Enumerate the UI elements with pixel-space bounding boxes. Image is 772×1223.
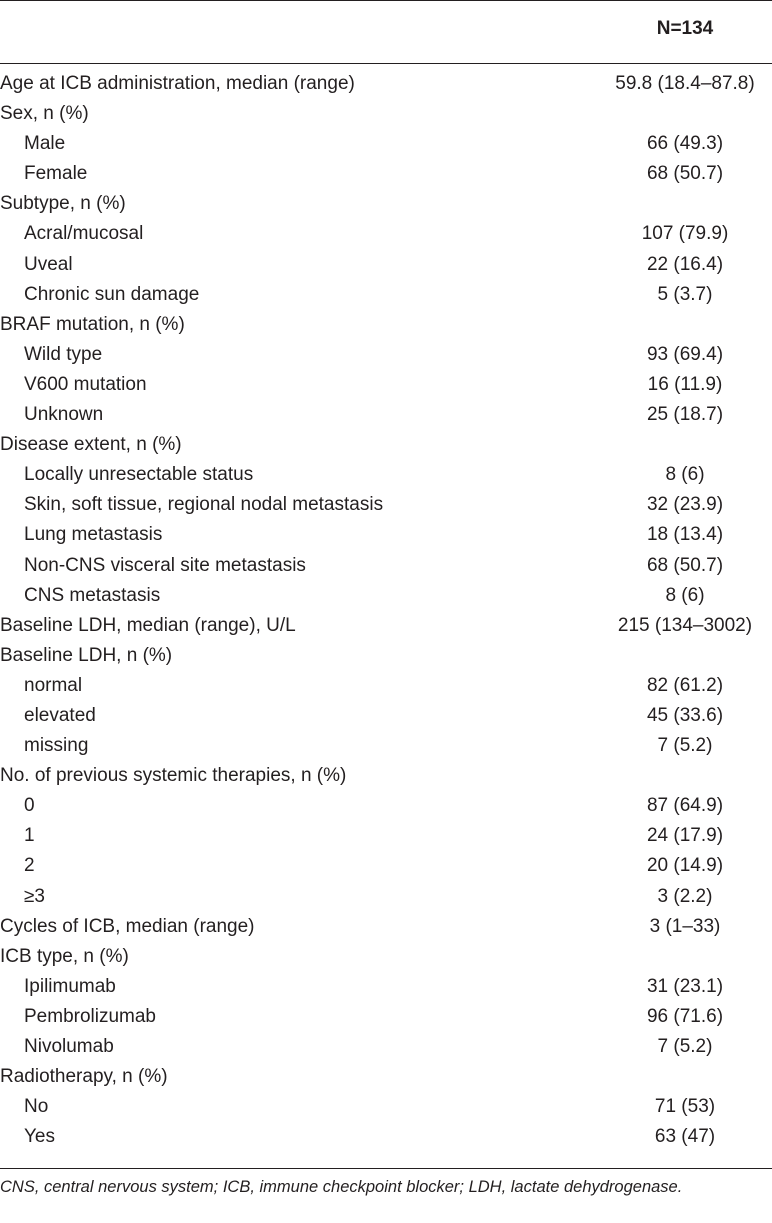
table-header bbox=[0, 0, 772, 63]
row-label: Ipilimumab bbox=[24, 975, 116, 997]
table-row bbox=[0, 613, 772, 643]
row-label: normal bbox=[24, 674, 83, 696]
row-value: 87 (64.9) bbox=[646, 795, 724, 817]
row-label: BRAF mutation, n (%) bbox=[0, 313, 185, 335]
column-header-n: N=134 bbox=[656, 18, 714, 39]
table-row bbox=[0, 191, 772, 221]
table-row bbox=[0, 974, 772, 1004]
row-value: 82 (61.2) bbox=[646, 674, 724, 696]
table-row bbox=[0, 372, 772, 402]
row-value: 71 (53) bbox=[654, 1096, 716, 1118]
row-label: No. of previous systemic therapies, n (%) bbox=[0, 765, 347, 787]
table-row bbox=[0, 462, 772, 492]
table-row bbox=[0, 583, 772, 613]
row-label: Locally unresectable status bbox=[24, 464, 254, 486]
row-label: Chronic sun damage bbox=[24, 283, 200, 305]
row-value: 63 (47) bbox=[654, 1126, 716, 1148]
row-value: 68 (50.7) bbox=[646, 554, 724, 576]
table-row bbox=[0, 101, 772, 131]
row-label: Acral/mucosal bbox=[24, 223, 144, 245]
row-value: 20 (14.9) bbox=[646, 855, 724, 877]
table-row bbox=[0, 282, 772, 312]
row-value: 66 (49.3) bbox=[646, 133, 724, 155]
row-label: elevated bbox=[24, 704, 96, 726]
table-row bbox=[0, 342, 772, 372]
row-value: 31 (23.1) bbox=[646, 975, 724, 997]
row-value: 22 (16.4) bbox=[646, 253, 724, 275]
row-label: Subtype, n (%) bbox=[0, 193, 126, 215]
row-label: 2 bbox=[24, 855, 35, 877]
row-label: 1 bbox=[24, 825, 35, 847]
row-label: Pembrolizumab bbox=[24, 1005, 156, 1027]
table-row bbox=[0, 492, 772, 522]
row-value: 32 (23.9) bbox=[646, 494, 724, 516]
table-row bbox=[0, 312, 772, 342]
row-value: 8 (6) bbox=[665, 584, 705, 606]
row-value: 3 (1–33) bbox=[649, 915, 721, 937]
table-row bbox=[0, 252, 772, 282]
row-value: 93 (69.4) bbox=[646, 343, 724, 365]
row-value: 8 (6) bbox=[665, 464, 705, 486]
table-row bbox=[0, 763, 772, 793]
table-row bbox=[0, 1034, 772, 1064]
row-value: 45 (33.6) bbox=[646, 704, 724, 726]
row-label: Sex, n (%) bbox=[0, 103, 89, 125]
table-header-rule bbox=[0, 63, 772, 64]
row-value: 59.8 (18.4–87.8) bbox=[615, 73, 755, 94]
row-label: Disease extent, n (%) bbox=[0, 434, 182, 456]
row-label: Unknown bbox=[24, 404, 104, 426]
row-label: Baseline LDH, median (range), U/L bbox=[0, 614, 296, 636]
row-value: 96 (71.6) bbox=[646, 1005, 724, 1027]
table-row bbox=[0, 161, 772, 191]
row-label: Cycles of ICB, median (range) bbox=[0, 915, 255, 937]
table-bottom-rule bbox=[0, 1168, 772, 1169]
table-row bbox=[0, 914, 772, 944]
row-label: Radiotherapy, n (%) bbox=[0, 1066, 168, 1088]
table-row bbox=[0, 884, 772, 914]
table-body bbox=[0, 71, 772, 1154]
table-row bbox=[0, 1124, 772, 1154]
row-value: 68 (50.7) bbox=[646, 163, 724, 185]
table-row bbox=[0, 553, 772, 583]
row-label: Baseline LDH, n (%) bbox=[0, 644, 173, 666]
row-label: missing bbox=[24, 735, 89, 757]
row-label: Female bbox=[24, 163, 88, 185]
table-row bbox=[0, 733, 772, 763]
row-label: V600 mutation bbox=[24, 373, 147, 395]
table-row bbox=[0, 522, 772, 552]
row-label: Nivolumab bbox=[24, 1036, 114, 1057]
row-label: Non-CNS visceral site metastasis bbox=[24, 554, 306, 576]
row-value: 24 (17.9) bbox=[646, 825, 724, 847]
row-label: Skin, soft tissue, regional nodal metastasis bbox=[24, 494, 384, 516]
row-value: 18 (13.4) bbox=[646, 524, 724, 546]
table-row bbox=[0, 71, 772, 101]
table-row bbox=[0, 1064, 772, 1094]
table-row bbox=[0, 1094, 772, 1124]
row-label: Uveal bbox=[24, 253, 73, 275]
row-value: 25 (18.7) bbox=[646, 404, 724, 426]
row-label: 0 bbox=[24, 795, 35, 817]
table-row bbox=[0, 643, 772, 673]
row-label: Yes bbox=[24, 1126, 55, 1148]
row-value: 3 (2.2) bbox=[657, 885, 713, 907]
row-label: Male bbox=[24, 133, 66, 155]
row-label: Age at ICB administration, median (range) bbox=[0, 73, 355, 94]
table-row bbox=[0, 402, 772, 432]
row-value: 7 (5.2) bbox=[657, 735, 713, 757]
row-label: ≥3 bbox=[24, 885, 45, 907]
row-value: 5 (3.7) bbox=[657, 283, 713, 305]
row-label: ICB type, n (%) bbox=[0, 945, 129, 967]
row-label: No bbox=[24, 1096, 49, 1118]
row-value: 16 (11.9) bbox=[647, 373, 723, 395]
table-row bbox=[0, 853, 772, 883]
table-row bbox=[0, 131, 772, 161]
table-row bbox=[0, 673, 772, 703]
row-value: 215 (134–3002) bbox=[617, 614, 753, 636]
table-row bbox=[0, 944, 772, 974]
table-row bbox=[0, 1004, 772, 1034]
table-footnote: CNS, central nervous system; ICB, immune checkpoint blocker; LDH, lactate dehydrogenase. bbox=[0, 1178, 683, 1196]
table-row bbox=[0, 823, 772, 853]
row-label: Wild type bbox=[24, 343, 103, 365]
table-row bbox=[0, 793, 772, 823]
row-label: Lung metastasis bbox=[24, 524, 163, 546]
row-label: CNS metastasis bbox=[24, 584, 161, 606]
table-row bbox=[0, 221, 772, 251]
table-row bbox=[0, 703, 772, 733]
row-value: 107 (79.9) bbox=[641, 223, 729, 245]
row-value: 7 (5.2) bbox=[657, 1036, 713, 1057]
table-row bbox=[0, 432, 772, 462]
